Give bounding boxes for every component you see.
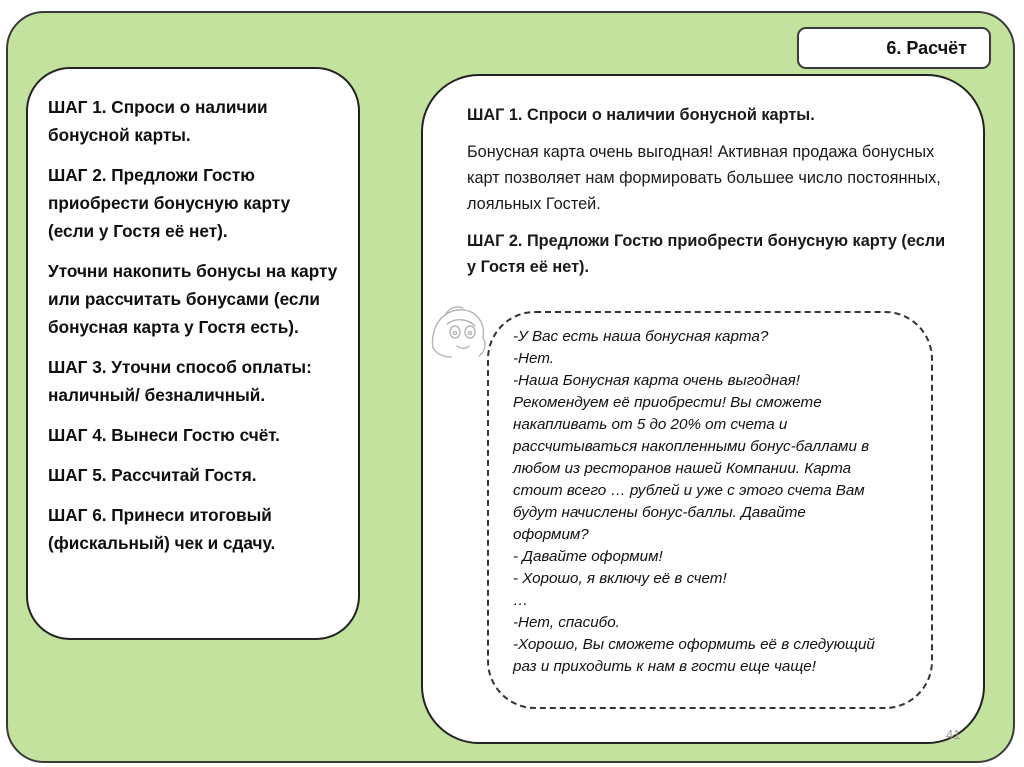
detail-step-1: ШАГ 1. Спроси о наличии бонусной карты. — [467, 106, 815, 124]
dialogue-line: - Давайте оформим! — [513, 548, 663, 565]
mascot-sketch-icon — [427, 302, 495, 360]
steps-panel — [26, 67, 360, 640]
dialogue-line: -Хорошо, Вы сможете оформить её в следующий — [513, 636, 875, 653]
step-5-text: ШАГ 5. Рассчитай Гостя. — [48, 465, 257, 485]
dialogue-line: -Нет, спасибо. — [513, 614, 620, 631]
dialogue-line: рассчитываться накопленными бонус-баллами в — [513, 438, 870, 455]
dialogue-line: Рекомендуем её приобрести! Вы сможете — [513, 394, 822, 411]
dialogue-line: раз и приходить к нам в гости еще чаще! — [513, 658, 816, 675]
bonus-card-description: Бонусная карта очень выгодная! Активная продажа бонусных карт позволяет нам формировать большее число постоянных, лояльных Гостей. — [467, 143, 941, 213]
dialogue-line: - Хорошо, я включу её в счет! — [513, 570, 727, 587]
step-1-text: ШАГ 1. Спроси о наличии бонусной карты. — [48, 97, 268, 145]
section-title: 6. Расчёт — [886, 37, 967, 58]
step-3-text: ШАГ 3. Уточни способ оплаты: наличный/ безналичный. — [48, 357, 312, 405]
detail-step-2: ШАГ 2. Предложи Гостю приобрести бонусную карту (если у Гостя её нет). — [467, 232, 946, 276]
dialogue-line: … — [513, 592, 529, 609]
page-number: 41 — [946, 727, 961, 742]
dialogue-line: накапливать от 5 до 20% от счета и — [513, 416, 788, 433]
step-2-text: ШАГ 2. Предложи Гостю приобрести бонусную карту (если у Гостя её нет). — [48, 165, 291, 241]
dialogue-line: -У Вас есть наша бонусная карта? — [513, 328, 769, 345]
sample-dialogue — [487, 311, 933, 709]
bonus-clarify-text: Уточни накопить бонусы на карту или рассчитать бонусами (если бонусная карта у Гостя есть). — [48, 261, 338, 337]
dialogue-line: -Наша Бонусная карта очень выгодная! — [513, 372, 801, 389]
step-4-text: ШАГ 4. Вынеси Гостю счёт. — [48, 425, 280, 445]
dialogue-line: будут начислены бонус-баллы. Давайте — [513, 504, 806, 521]
step-6-text: ШАГ 6. Принеси итоговый (фискальный) чек и сдачу. — [48, 505, 276, 553]
dialogue-line: стоит всего … рублей и уже с этого счета Вам — [513, 482, 865, 499]
dialogue-line: оформим? — [513, 526, 589, 543]
dialogue-line: -Нет. — [513, 350, 555, 367]
section-title-badge — [797, 27, 991, 69]
dialogue-line: любом из ресторанов нашей Компании. Карта — [513, 460, 852, 477]
